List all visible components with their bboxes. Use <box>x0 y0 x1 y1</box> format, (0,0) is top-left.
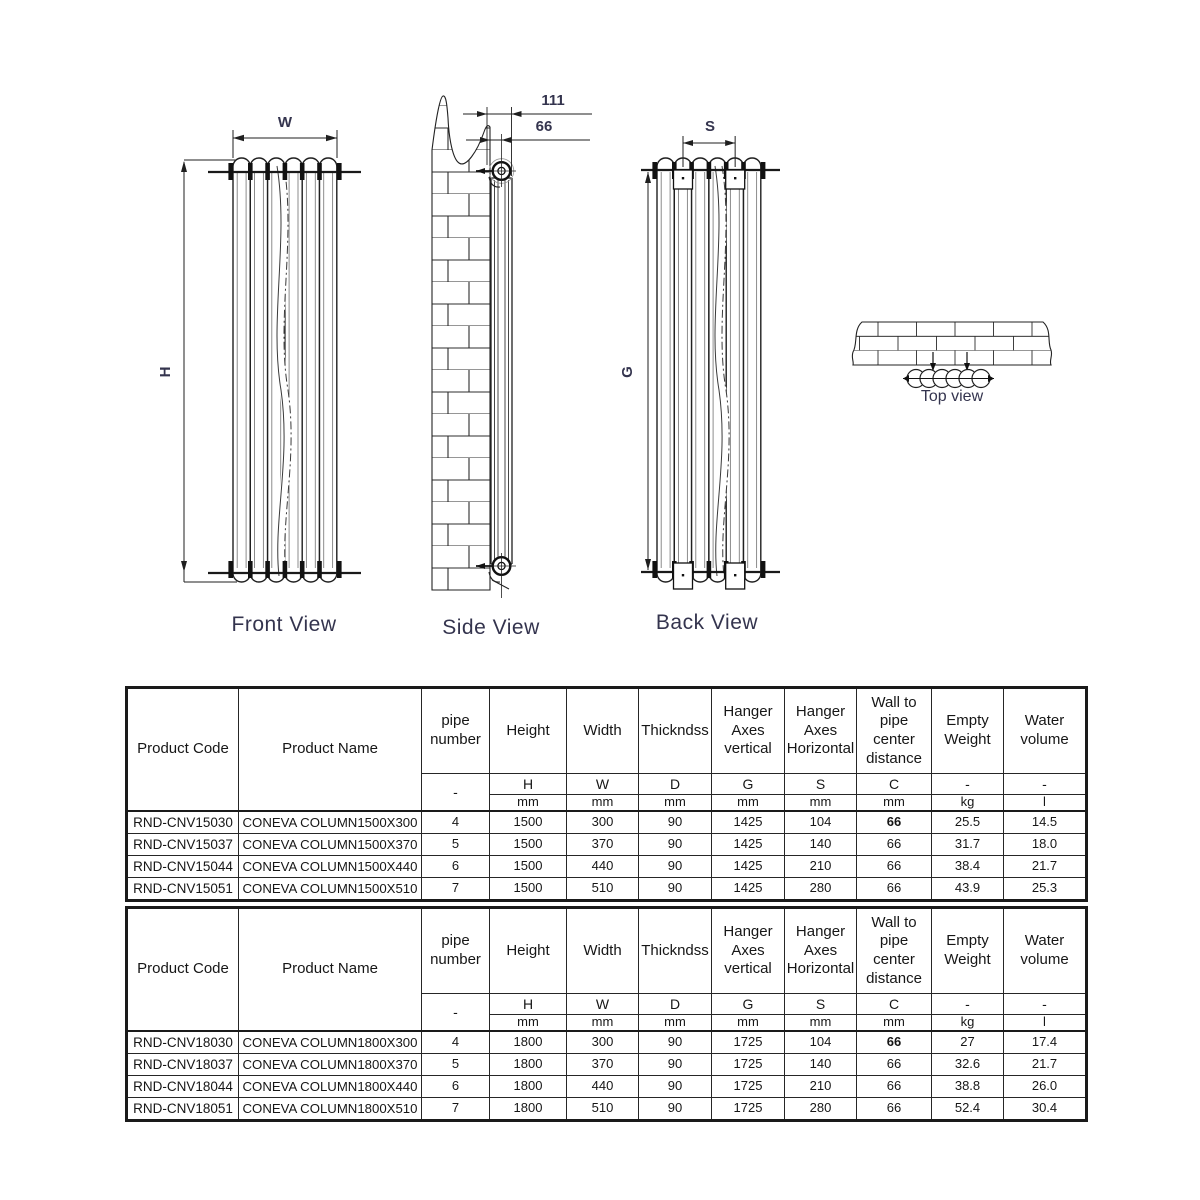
cell-volume: 25.3 <box>1004 878 1087 901</box>
header-empty-weight: Empty Weight <box>932 688 1004 774</box>
unit-thickness: mm <box>639 1015 712 1032</box>
symbol-pipe: - <box>422 994 490 1032</box>
cell-name: CONEVA COLUMN1800X510 <box>239 1098 422 1121</box>
back-hanger-height-dim-label: G <box>619 366 636 378</box>
cell-hanger-h: 210 <box>785 856 857 878</box>
symbol-hanger-h: S <box>785 994 857 1015</box>
cell-thickness: 90 <box>639 1054 712 1076</box>
cell-code: RND-CNV18030 <box>127 1031 239 1054</box>
symbol-volume: - <box>1004 994 1087 1015</box>
header-empty-weight: Empty Weight <box>932 908 1004 994</box>
symbol-width: W <box>567 774 639 795</box>
unit-volume: l <box>1004 1015 1087 1032</box>
cell-pipes: 7 <box>422 878 490 901</box>
cell-thickness: 90 <box>639 834 712 856</box>
cell-code: RND-CNV18037 <box>127 1054 239 1076</box>
cell-hanger-v: 1725 <box>712 1054 785 1076</box>
symbol-thickness: D <box>639 774 712 795</box>
header-width: Width <box>567 688 639 774</box>
cell-weight: 31.7 <box>932 834 1004 856</box>
front-width-dim-label: W <box>277 114 293 131</box>
unit-wall: mm <box>857 1015 932 1032</box>
cell-weight: 25.5 <box>932 811 1004 834</box>
front-height-dim-label: H <box>157 366 174 378</box>
cell-pipes: 6 <box>422 856 490 878</box>
unit-wall: mm <box>857 795 932 812</box>
symbol-hanger-h: S <box>785 774 857 795</box>
front-height-dimension <box>181 160 237 582</box>
cell-pipes: 5 <box>422 834 490 856</box>
spec-table-1500 <box>125 686 1088 902</box>
cell-wall: 66 <box>857 1098 932 1121</box>
cell-code: RND-CNV15030 <box>127 811 239 834</box>
cell-width: 510 <box>567 1098 639 1121</box>
table-row <box>127 856 1087 878</box>
side-view-drawing <box>432 92 592 639</box>
cell-name: CONEVA COLUMN1800X370 <box>239 1054 422 1076</box>
cell-thickness: 90 <box>639 811 712 834</box>
table-row <box>127 1076 1087 1098</box>
cell-weight: 32.6 <box>932 1054 1004 1076</box>
top-view-drawing <box>852 322 1051 405</box>
header-pipe-number: pipe number <box>422 688 490 774</box>
header-wall-to-pipe: Wall to pipe center distance <box>857 688 932 774</box>
cell-thickness: 90 <box>639 1031 712 1054</box>
table-row <box>127 1054 1087 1076</box>
cell-pipes: 4 <box>422 811 490 834</box>
cell-width: 440 <box>567 856 639 878</box>
cell-volume: 21.7 <box>1004 1054 1087 1076</box>
unit-height: mm <box>490 1015 567 1032</box>
cell-pipes: 5 <box>422 1054 490 1076</box>
cell-volume: 18.0 <box>1004 834 1087 856</box>
table-row <box>127 811 1087 834</box>
cell-hanger-h: 104 <box>785 1031 857 1054</box>
cell-wall: 66 <box>857 1031 932 1054</box>
header-height: Height <box>490 688 567 774</box>
header-thickness: Thickndss <box>639 688 712 774</box>
symbol-thickness: D <box>639 994 712 1015</box>
symbol-wall: C <box>857 994 932 1015</box>
cell-name: CONEVA COLUMN1500X370 <box>239 834 422 856</box>
cell-pipes: 6 <box>422 1076 490 1098</box>
cell-code: RND-CNV15037 <box>127 834 239 856</box>
header-product-name: Product Name <box>239 688 422 812</box>
cell-pipes: 4 <box>422 1031 490 1054</box>
unit-volume: l <box>1004 795 1087 812</box>
symbol-height: H <box>490 774 567 795</box>
header-thickness: Thickndss <box>639 908 712 994</box>
header-product-code: Product Code <box>127 908 239 1032</box>
symbol-hanger-v: G <box>712 774 785 795</box>
header-water-volume: Water volume <box>1004 688 1087 774</box>
cell-weight: 43.9 <box>932 878 1004 901</box>
cell-name: CONEVA COLUMN1500X300 <box>239 811 422 834</box>
header-water-volume: Water volume <box>1004 908 1087 994</box>
side-depth-dim-label: 111 <box>541 92 565 109</box>
cell-hanger-v: 1425 <box>712 834 785 856</box>
cell-volume: 17.4 <box>1004 1031 1087 1054</box>
cell-height: 1500 <box>490 834 567 856</box>
side-radiator-profile <box>491 178 512 564</box>
header-hanger-vertical: Hanger Axes vertical <box>712 908 785 994</box>
unit-hanger-v: mm <box>712 1015 785 1032</box>
side-view-label: Side View <box>442 616 540 639</box>
symbol-weight: - <box>932 774 1004 795</box>
symbol-height: H <box>490 994 567 1015</box>
header-hanger-horizontal: Hanger Axes Horizontal <box>785 908 857 994</box>
header-product-code: Product Code <box>127 688 239 812</box>
symbol-weight: - <box>932 994 1004 1015</box>
unit-hanger-v: mm <box>712 795 785 812</box>
header-product-name: Product Name <box>239 908 422 1032</box>
cell-wall: 66 <box>857 1054 932 1076</box>
cell-hanger-h: 140 <box>785 1054 857 1076</box>
table-row <box>127 878 1087 901</box>
cell-code: RND-CNV15044 <box>127 856 239 878</box>
cell-height: 1800 <box>490 1098 567 1121</box>
side-wall-center-dim-label: 66 <box>535 118 553 135</box>
header-pipe-number: pipe number <box>422 908 490 994</box>
cell-wall: 66 <box>857 1076 932 1098</box>
cell-hanger-v: 1425 <box>712 878 785 901</box>
cell-code: RND-CNV15051 <box>127 878 239 901</box>
cell-hanger-v: 1425 <box>712 856 785 878</box>
cell-pipes: 7 <box>422 1098 490 1121</box>
cell-wall: 66 <box>857 856 932 878</box>
cell-code: RND-CNV18051 <box>127 1098 239 1121</box>
top-wall-bricks <box>852 322 1051 365</box>
cell-volume: 14.5 <box>1004 811 1087 834</box>
cell-hanger-v: 1725 <box>712 1098 785 1121</box>
spec-table-1800 <box>125 906 1088 1122</box>
cell-name: CONEVA COLUMN1800X300 <box>239 1031 422 1054</box>
cell-width: 300 <box>567 1031 639 1054</box>
unit-height: mm <box>490 795 567 812</box>
header-height: Height <box>490 908 567 994</box>
cell-volume: 30.4 <box>1004 1098 1087 1121</box>
cell-height: 1500 <box>490 878 567 901</box>
symbol-volume: - <box>1004 774 1087 795</box>
cell-name: CONEVA COLUMN1500X510 <box>239 878 422 901</box>
symbol-pipe: - <box>422 774 490 812</box>
cell-height: 1500 <box>490 856 567 878</box>
unit-hanger-h: mm <box>785 795 857 812</box>
back-hanger-span-dim-label: S <box>704 118 716 135</box>
cell-weight: 38.8 <box>932 1076 1004 1098</box>
table-row <box>127 834 1087 856</box>
cell-height: 1500 <box>490 811 567 834</box>
unit-weight: kg <box>932 1015 1004 1032</box>
cell-weight: 27 <box>932 1031 1004 1054</box>
cell-hanger-h: 280 <box>785 878 857 901</box>
cell-volume: 26.0 <box>1004 1076 1087 1098</box>
symbol-wall: C <box>857 774 932 795</box>
cell-code: RND-CNV18044 <box>127 1076 239 1098</box>
cell-hanger-v: 1725 <box>712 1076 785 1098</box>
cell-name: CONEVA COLUMN1800X440 <box>239 1076 422 1098</box>
cell-width: 510 <box>567 878 639 901</box>
cell-thickness: 90 <box>639 878 712 901</box>
symbol-width: W <box>567 994 639 1015</box>
top-pipe-circles <box>903 370 994 388</box>
header-width: Width <box>567 908 639 994</box>
cell-wall: 66 <box>857 834 932 856</box>
unit-weight: kg <box>932 795 1004 812</box>
front-width-dimension <box>233 130 337 158</box>
cell-hanger-v: 1725 <box>712 1031 785 1054</box>
cell-width: 440 <box>567 1076 639 1098</box>
cell-wall: 66 <box>857 878 932 901</box>
unit-hanger-h: mm <box>785 1015 857 1032</box>
cell-thickness: 90 <box>639 856 712 878</box>
cell-hanger-h: 210 <box>785 1076 857 1098</box>
header-hanger-horizontal: Hanger Axes Horizontal <box>785 688 857 774</box>
cell-weight: 52.4 <box>932 1098 1004 1121</box>
back-view-drawing <box>619 118 780 634</box>
cell-hanger-h: 104 <box>785 811 857 834</box>
cell-wall: 66 <box>857 811 932 834</box>
cell-name: CONEVA COLUMN1500X440 <box>239 856 422 878</box>
unit-width: mm <box>567 1015 639 1032</box>
cell-hanger-v: 1425 <box>712 811 785 834</box>
cell-width: 370 <box>567 1054 639 1076</box>
unit-width: mm <box>567 795 639 812</box>
cell-thickness: 90 <box>639 1098 712 1121</box>
header-hanger-vertical: Hanger Axes vertical <box>712 688 785 774</box>
cell-weight: 38.4 <box>932 856 1004 878</box>
header-wall-to-pipe: Wall to pipe center distance <box>857 908 932 994</box>
cell-height: 1800 <box>490 1031 567 1054</box>
cell-hanger-h: 280 <box>785 1098 857 1121</box>
front-view-drawing <box>157 114 361 636</box>
cell-height: 1800 <box>490 1076 567 1098</box>
table-row <box>127 1098 1087 1121</box>
cell-thickness: 90 <box>639 1076 712 1098</box>
table-row <box>127 1031 1087 1054</box>
cell-volume: 21.7 <box>1004 856 1087 878</box>
cell-width: 300 <box>567 811 639 834</box>
top-view-label: Top view <box>920 388 984 405</box>
back-hanger-height-dimension <box>645 172 651 570</box>
front-view-label: Front View <box>231 613 337 636</box>
unit-thickness: mm <box>639 795 712 812</box>
symbol-hanger-v: G <box>712 994 785 1015</box>
cell-height: 1800 <box>490 1054 567 1076</box>
back-view-label: Back View <box>655 611 759 634</box>
cell-hanger-h: 140 <box>785 834 857 856</box>
cell-width: 370 <box>567 834 639 856</box>
